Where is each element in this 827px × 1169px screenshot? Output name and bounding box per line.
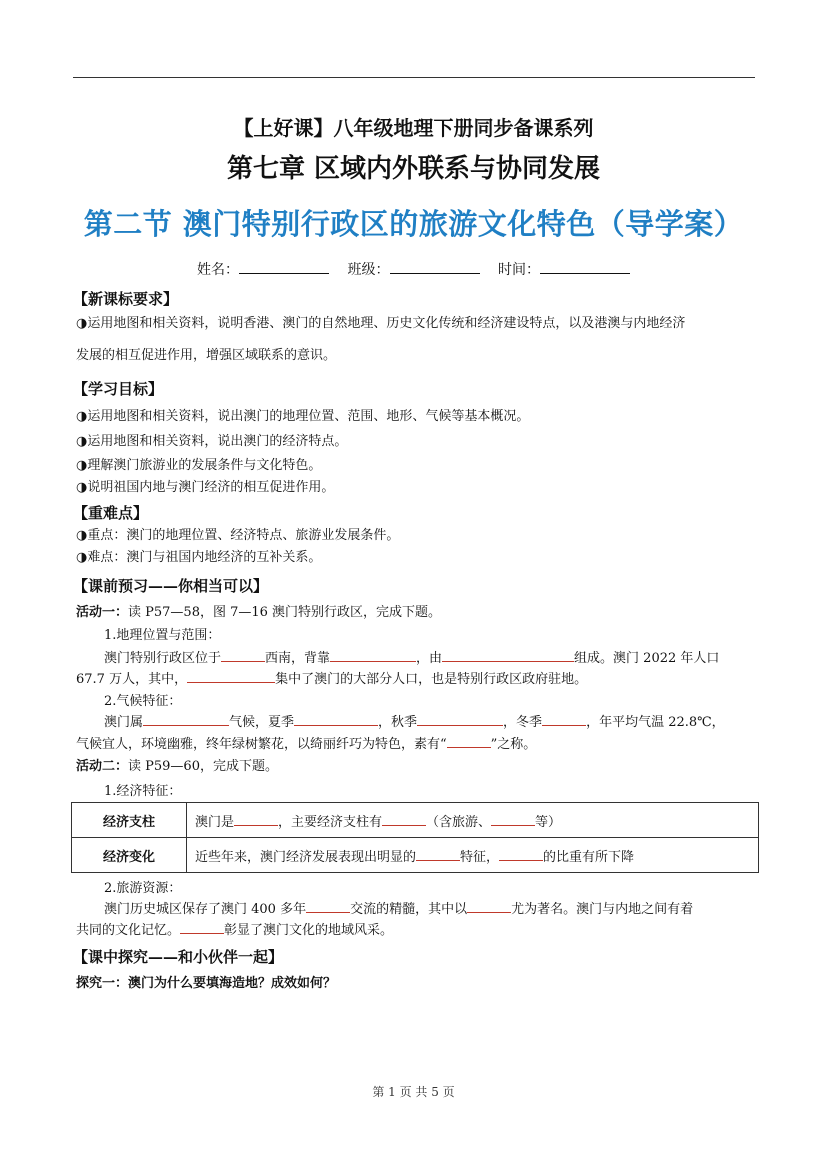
table-text: 近些年来，澳门经济发展表现出明显的 (195, 849, 417, 865)
econ-title: 1.经济特征： (104, 784, 182, 799)
name-label: 姓名： (197, 262, 240, 278)
answer-blank[interactable] (306, 900, 350, 913)
answer-blank[interactable] (442, 649, 574, 662)
objective-item: ◑说明祖国内地与澳门经济的相互促进作用。 (76, 480, 335, 495)
q1-text-f: 集中了澳门的大部分人口，也是特别行政区政府驻地。 (275, 672, 588, 687)
activity-1-label: 活动一： (76, 605, 129, 620)
chapter-title: 第七章 区域内外联系与协同发展 (226, 154, 601, 184)
q1-text-c: ，由 (416, 651, 443, 666)
tour-title: 2.旅游资源： (104, 881, 182, 896)
tour-text-a: 澳门历史城区保存了澳门 400 多年 (104, 902, 307, 917)
curriculum-line-2: 发展的相互促进作用，增强区域联系的意识。 (76, 348, 337, 363)
objective-item: ◑理解澳门旅游业的发展条件与文化特色。 (76, 458, 322, 473)
economy-table (71, 802, 759, 873)
activity-2-label: 活动二： (76, 759, 129, 774)
objective-item: ◑运用地图和相关资料，说出澳门的地理位置、范围、地形、气候等基本概况。 (76, 409, 530, 424)
q2-title: 2.气候特征： (104, 694, 182, 709)
keypoint-difficulty: ◑难点：澳门与祖国内地经济的互补关系。 (76, 550, 322, 565)
table-row (72, 838, 759, 873)
keypoints-heading: 【重难点】 (73, 504, 149, 522)
answer-blank[interactable] (491, 813, 535, 826)
table-text: ，主要经济支柱有 (278, 814, 383, 830)
answer-blank[interactable] (542, 713, 586, 726)
explore-heading: 【课中探究——和小伙伴一起】 (73, 948, 284, 966)
answer-blank[interactable] (187, 670, 275, 683)
q2-text-g: ”之称。 (490, 737, 537, 752)
table-text: 等） (535, 814, 562, 830)
answer-blank[interactable] (234, 813, 278, 826)
answer-blank[interactable] (180, 921, 224, 934)
answer-blank[interactable] (467, 900, 511, 913)
tour-text-b: 交流的精髓，其中以 (350, 902, 468, 917)
curriculum-line-1: ◑运用地图和相关资料，说明香港、澳门的自然地理、历史文化传统和经济建设特点，以及港澳与内地经济 (76, 316, 686, 331)
q1-text-b: 西南，背靠 (265, 651, 331, 666)
keypoint-focus: ◑重点：澳门的地理位置、经济特点、旅游业发展条件。 (76, 528, 400, 543)
table-row-label: 经济变化 (72, 838, 187, 873)
tour-line-2 (76, 921, 393, 941)
tour-text-c: 尤为著名。澳门与内地之间有着 (511, 902, 694, 917)
answer-blank[interactable] (417, 713, 503, 726)
table-row (72, 803, 759, 838)
q2-line-2 (76, 735, 536, 755)
answer-blank[interactable] (382, 813, 426, 826)
activity-2-text: 读 P59—60，完成下题。 (128, 759, 278, 774)
q1-text-d: 组成。澳门 2022 年人口 (574, 651, 720, 666)
q1-text-e: 67.7 万人，其中， (76, 672, 188, 687)
answer-blank[interactable] (499, 848, 543, 861)
q2-text-c: ，秋季 (378, 715, 418, 730)
class-blank[interactable] (390, 261, 480, 274)
table-cell (187, 838, 759, 873)
q2-text-d: ，冬季 (503, 715, 543, 730)
table-cell (187, 803, 759, 838)
student-info-line (0, 259, 827, 279)
preview-heading: 【课前预习——你相当可以】 (73, 577, 269, 595)
activity-1-text: 读 P57—58，图 7—16 澳门特别行政区，完成下题。 (128, 605, 442, 620)
header-rule (73, 77, 755, 78)
table-row-label: 经济支柱 (72, 803, 187, 838)
answer-blank[interactable] (294, 713, 378, 726)
section-title: 第二节 澳门特别行政区的旅游文化特色（导学案） (83, 207, 744, 241)
q2-line-1 (104, 713, 725, 733)
objectives-heading: 【学习目标】 (73, 380, 164, 398)
name-blank[interactable] (239, 261, 329, 274)
answer-blank[interactable] (221, 649, 265, 662)
q2-text-a: 澳门属 (104, 715, 144, 730)
q1-line-2 (76, 670, 587, 690)
table-text: （含旅游、 (426, 814, 492, 830)
table-text: 的比重有所下降 (543, 849, 635, 865)
q1-line-1 (104, 649, 719, 669)
page-number: 第 1 页 共 5 页 (372, 1085, 455, 1099)
explore-question-1: 探究一：澳门为什么要填海造地？成效如何？ (76, 976, 337, 991)
answer-blank[interactable] (330, 649, 416, 662)
answer-blank[interactable] (416, 848, 460, 861)
objective-item: ◑运用地图和相关资料，说出澳门的经济特点。 (76, 434, 348, 449)
time-blank[interactable] (540, 261, 630, 274)
answer-blank[interactable] (143, 713, 229, 726)
tour-text-e: 彰显了澳门文化的地域风采。 (224, 923, 394, 938)
q2-text-f: 气候宜人，环境幽雅，终年绿树繁花，以绮丽纤巧为特色，素有“ (76, 737, 447, 752)
answer-blank[interactable] (447, 735, 491, 748)
q1-title: 1.地理位置与范围： (104, 628, 221, 643)
curriculum-heading: 【新课标要求】 (73, 290, 179, 308)
activity-2 (76, 757, 278, 777)
tour-line-1 (104, 900, 693, 920)
activity-1 (76, 603, 441, 623)
time-label: 时间： (497, 262, 540, 278)
class-label: 班级： (347, 262, 390, 278)
table-text: 澳门是 (195, 814, 235, 830)
q2-text-b: 气候，夏季 (229, 715, 295, 730)
tour-text-d: 共同的文化记忆。 (76, 923, 181, 938)
q1-text-a: 澳门特别行政区位于 (104, 651, 222, 666)
table-text: 特征， (460, 849, 500, 865)
q2-text-e: ，年平均气温 22.8℃， (586, 715, 725, 730)
series-title: 【上好课】八年级地理下册同步备课系列 (233, 116, 594, 140)
